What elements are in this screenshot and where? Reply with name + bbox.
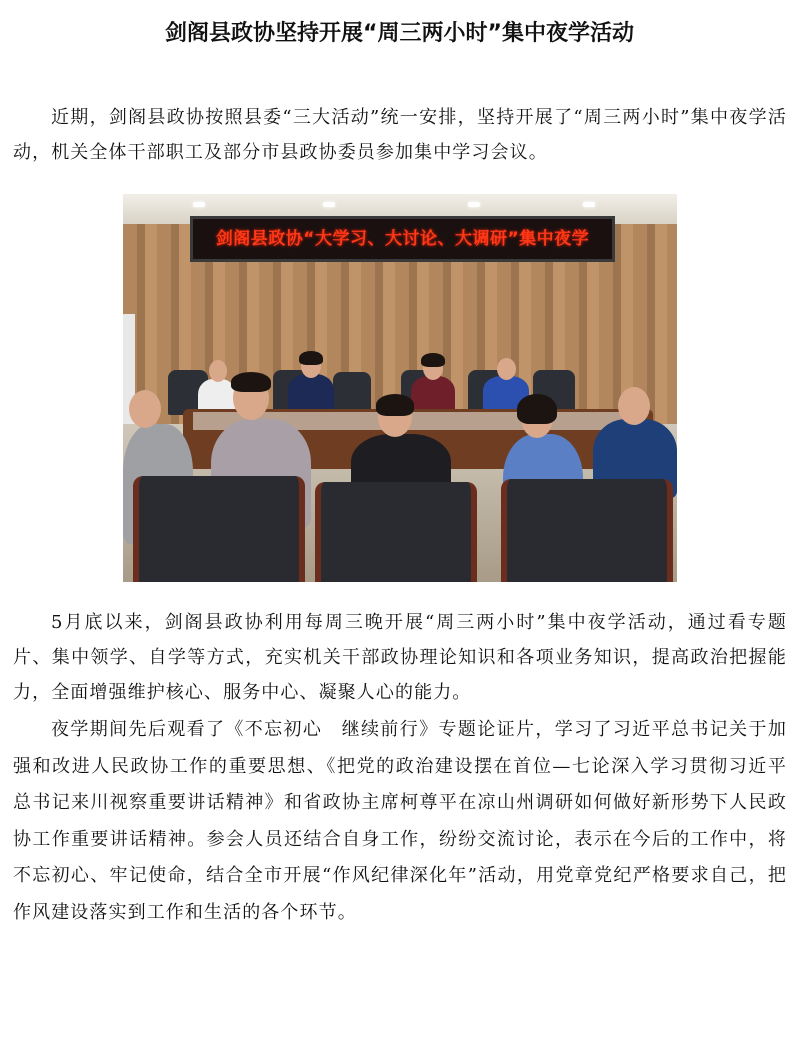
attendee-head [618,387,650,425]
attendee-head [129,390,161,428]
ceiling-light [193,202,205,207]
ceiling-light [583,202,595,207]
ceiling-light [323,202,335,207]
foreground-chair [501,479,673,582]
ceiling-light [468,202,480,207]
attendee-head [497,358,516,380]
paragraph-intro: 近期，剑阁县政协按照县委“三大活动”统一安排，坚持开展了“周三两小时”集中夜学活动，机关全体干部职工及部分市县政协委员参加集中学习会议。 [13,107,787,163]
meeting-photo [123,194,677,582]
chair [333,372,371,414]
paragraph-activity: 5月底以来，剑阁县政协利用每周三晚开展“周三两小时”集中夜学活动，通过看专题片、集中领学、自学等方式，充实机关干部政协理论知识和各项业务知识，提高政治把握能力，全面增强维护核心、服务中心、凝聚人心的能力。 [13,612,787,703]
led-banner: 剑阁县政协“大学习、大讨论、大调研”集中夜学 [190,216,615,262]
foreground-chair [133,476,305,582]
attendee-hair [299,351,323,365]
attendee-hair [517,394,557,424]
paragraph-content: 夜学期间先后观看了《不忘初心 继续前行》专题论证片，学习了习近平总书记关于加强和改进人民政协工作的重要思想、《把党的政治建设摆在首位—七论深入学习贯彻习近平总书记来川视察重要讲话精神》和省政协主席柯尊平在凉山州调研如何做好新形势下人民政协工作重要讲话精神。参会人员还结合自身工作，纷纷交流讨论，表示在今后的工作中，将不忘初心、牢记使命，结合全市开展“作风纪律深化年”活动，用党章党纪严格要求自己，把作风建设落实到工作和生活的各个环节。 [13,719,787,923]
foreground-chair [315,482,477,582]
attendee-hair [376,394,414,416]
attendee-hair [421,353,445,367]
attendee-head [209,360,227,382]
article-title: 剑阁县政协坚持开展“周三两小时”集中夜学活动 [165,21,634,46]
attendee-hair [231,372,271,392]
attendee [288,374,334,414]
